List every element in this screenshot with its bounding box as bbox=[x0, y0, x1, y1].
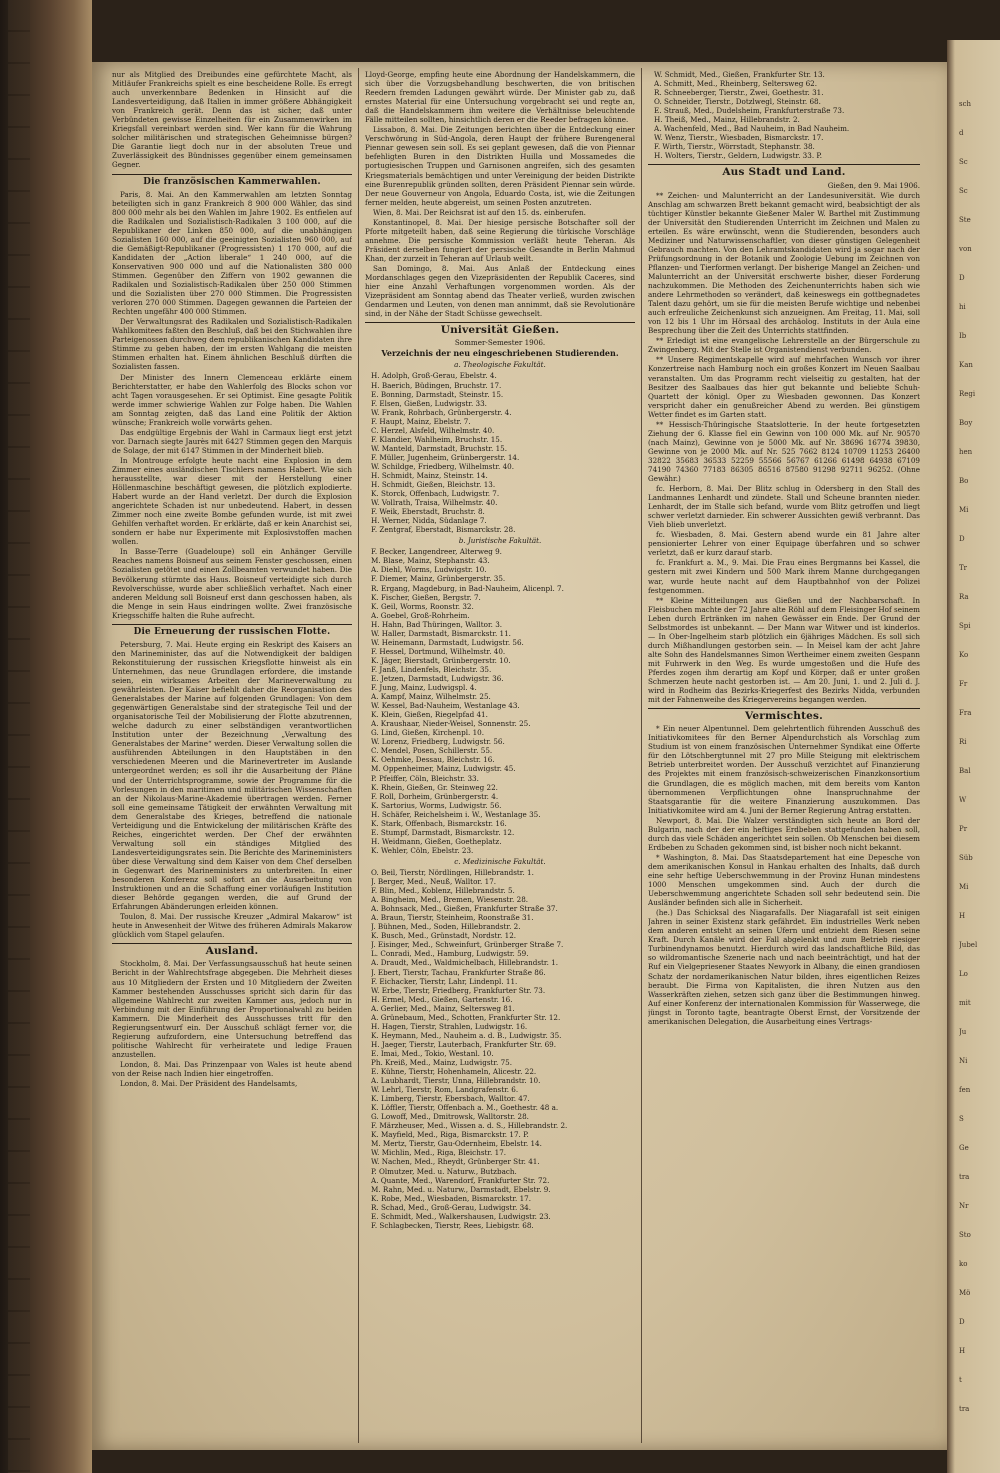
adjacent-page-fragment: Lo bbox=[959, 970, 968, 978]
student-entry: E. Bonning, Darmstadt, Steinstr. 15. bbox=[371, 389, 504, 399]
adjacent-page-fragment: Ra bbox=[959, 593, 969, 601]
article-text: fc. Herborn, 8. Mai. Der Blitz schlug in Odersberg in den Stall des Landmannes Lenhardt und zündete. Stall und Scheune brannten nieder. Lenhardt, der im Stalle sich befand, wurde vom Blitz getroffen und liegt schwer verletzt darnieder. Ein schwerer Aussichten gewiß verbrannt. Das Vieh blieb unverletzt. bbox=[648, 484, 920, 530]
student-entry: W. Lehrl, Tierstr, Rom, Landgrafenstr. 6. bbox=[371, 1085, 519, 1095]
article-text: London, 8. Mai. Der Präsident des Handelsamts, bbox=[120, 1079, 298, 1089]
article-text: Konstantinopel, 8. Mai. Der hiesige persische Botschafter soll der Pforte mitgeteilt haben, daß seine Regierung die türkische Vorschläge annehme. Die persische Kommission verläßt heute Teheran. Als Präsident derselben fungiert der persische Gesandte in Berlin Mahmud Khan, der zurzeit in Teheran auf Urlaub weilt. bbox=[365, 217, 635, 263]
student-entry: K. Wehler, Cöln, Ebelstr. 23. bbox=[371, 845, 474, 855]
article-text: * Washington, 8. Mai. Das Staatsdepartement hat eine Depesche von dem amerikanischen Konsul in Hankau erhalten des Inhalts, daß durch eine sehr heftige Ueberschwemmung in der Provinz Hunan mindestens 1000 Menschen umgekommen sind. Auch der durch die Ueberschwemmung angerichtete Schaden soll sehr bedeutend sein. Die Ausländer befinden sich alle in Sicherheit. bbox=[648, 852, 920, 908]
student-entry: W. Schildge, Friedberg, Wilhelmstr. 40. bbox=[371, 461, 515, 471]
student-entry: M. Oppenheimer, Mainz, Ludwigstr. 45. bbox=[371, 764, 516, 774]
article-text: Paris, 8. Mai. An den Kammerwahlen am letzten Sonntag beteiligten sich in ganz Frankreich 8 900 000 Wähler, das sind 800 000 mehr als bei den Wahlen im Jahre 1902. Es entfielen auf die Radikalen und Sozialistisch-Radikalen 3 100 000, auf die Republikaner der Linken 850 000, auf die unabhängigen Sozialisten 160 000, auf die geeinigten Sozialisten 960 000, auf die Gemäßigt-Republikaner (Progressisten) 1 170 000, auf die Kandidaten der „Action liberale“ 1 240 000, auf die Konservativen 900 000 und auf die Nationalisten 380 000 Stimmen. Gegenüber den Ziffern von 1902 gewannen die Radikalen und Sozialistisch-Radikalen über 250 000 Stimmen und die Sozialisten über 270 000 Stimmen. Die Progressisten verloren 270 000 Stimmen. Dagegen gewannen die Parteien der Rechten ungefähr 400 000 Stimmen. bbox=[112, 189, 352, 317]
student-entry: A. Braun, Tierstr, Steinheim, Roonstraße 31. bbox=[371, 913, 534, 923]
student-entry: W. Schmidt, Med., Gießen, Frankfurter Str. 13. bbox=[654, 70, 825, 79]
adjacent-page-fragment: t bbox=[959, 1376, 962, 1384]
adjacent-page-fragment: H bbox=[959, 1347, 966, 1355]
student-entry: K. Klein, Gießen, Riegelpfad 41. bbox=[371, 710, 488, 720]
student-entry: J. Berger, Med., Neuß, Walltor. 17. bbox=[371, 877, 497, 887]
article-text: In Basse-Terre (Guadeloupe) soll ein Anhänger Gerville Reaches namens Boisneuf aus seinem Fenster geschossen, einen Sozialisten getötet und einen Zollbeamten verwundet haben. Die Bevölkerung stürmte das Haus. Boisneuf verteidigte sich durch Revolverschüsse, wurde aber schließlich verhaftet. Nach einer anderen Meldung soll Boisneuf erst dann geschossen haben, als die Menge in sein Haus eindringen wollte. Zwei französische Kriegsschiffe halten die Ruhe aufrecht. bbox=[112, 547, 352, 620]
article-text: ** Kleine Mitteilungen aus Gießen und der Nachbarschaft. In Fleisbuchen machte der 72 Jahre alte Röhl auf dem Fleisinger Hof seinem Leben durch Ertränken im nahen Gewässer ein Ende. Der Grund der Selbstmordes ist unbekannt. — Der Mann war Witwer und ist kinderlos. — In Ober-Ingelheim starb plötzlich ein 6jähriges Mädchen. Es soll sich durch Mißhandlungen gestorben sein. — In Meisel kam der acht Jahre alte Sohn des Handelsmannes Simon Wertheimer einem zweiten Gespann mit Fuhrwerk in den Weg. Es wurde umgestoßen und die Hufe des Pferdes zogen ihm derartig am Kopf und Körper, daß er unter großen Schmerzen heute nacht gestorben ist. — Am 20. Juni, 1. und 2. Juli d. J. wird in Rodheim das Bezirks-Kriegerfest des Bezirks Nidda, verbunden mit der Fahnenweihe des Kriegervereins begangen werden. bbox=[648, 595, 920, 705]
adjacent-page-fragment: Regi bbox=[959, 390, 976, 398]
student-entry: A. Diehl, Worms, Ludwigstr. 10. bbox=[371, 565, 487, 575]
student-entry: H. Baerich, Büdingen, Bruchstr. 17. bbox=[371, 380, 502, 390]
student-entry: K. Robe, Med., Wiesbaden, Bismarckstr. 17. bbox=[371, 1193, 532, 1203]
adjacent-page-fragment: Mi bbox=[959, 883, 969, 891]
adjacent-page-fragment: D bbox=[959, 1318, 965, 1326]
student-entry: E. Imai, Med., Tokio, Westanl. 10. bbox=[371, 1048, 494, 1058]
article-text: * Ein neuer Alpentunnel. Dem gelehrtentlich führenden Ausschuß des Initiativkomitees für den Berner Alpendurchstich als Vorschlag zum Studium ist von einem französischen Unternehmer Syndikat eine Offerte für den Lötschbergtunnel mit 27 pro Mille Steigung mit elektrischem Betrieb unterbreitet worden. Der Ausschuß verzichtet auf Finanzierung des Projektes mit einem französisch-schweizerischen Finanzkonsortium die Grundlagen, die es möglich machen, mit dem bereits vom Kanton übernommenen Verpflichtungen ohne Inanspruchnahme der Staatsgarantie für die weitere Finanzierung auszukommen. Das Initiativkomitee wird am 4. Juni der Berner Regierung Antrag erstatten. bbox=[648, 724, 920, 815]
student-entry: W. Manteld, Darmstadt, Bruchstr. 15. bbox=[371, 443, 508, 453]
student-entry: A. Kraushaar, Nieder-Weisel, Sonnenstr. 25. bbox=[371, 719, 531, 729]
student-entry: F. Hessel, Dortmund, Wilhelmstr. 40. bbox=[371, 646, 506, 656]
student-entry: O. Beil, Tierstr, Nördlingen, Hillebrandstr. 1. bbox=[371, 867, 534, 877]
student-entry: F. Müller, Jugenheim, Grünbergerstr. 14. bbox=[371, 452, 520, 462]
student-entry: M. Rahn, Med. u. Naturw., Darmstadt, Ebelstr. 9. bbox=[371, 1184, 551, 1194]
adjacent-page-fragment: mit bbox=[959, 999, 971, 1007]
adjacent-page-fragment: Sc bbox=[959, 158, 968, 166]
student-list-continued bbox=[648, 70, 920, 160]
student-entry: F. Zentgraf, Eberstadt, Bismarckstr. 28. bbox=[371, 525, 516, 535]
student-entry: M. Blase, Mainz, Stephanstr. 43. bbox=[371, 556, 490, 566]
student-entry: H. Ermel, Med., Gießen, Gartenstr. 16. bbox=[371, 994, 513, 1004]
article-text: Petersburg, 7. Mai. Heute erging ein Reskript des Kaisers an den Marineminister, das auf die Notwendigkeit der baldigen Rekonstituierung der russischen Kriegsflotte hinweist als ein Unternehmen, das neue Grundlagen erfordere, die imstande seien, ein wirksames Arbeiten der Marineverwaltung zu gewährleisten. Der Kaiser befiehlt daher die Reorganisation des Generalstabes der Marine auf folgenden Grundlagen: Von dem gegenwärtigen Generalstabe sind der strategische Teil und der organisatorische Teil der Mobilisierung der Flotte abzutrennen, welche dadurch zu einer selbständigen verantwortlichen Institution unter der Bezeichnung „Verwaltung des Generalstabes der Marine“ werden. Dieser Verwaltung sollen die ausführenden Abteilungen in den Hauptstäben in den verschiedenen Meeren und die Marinevertreter im Auslande untergeordnet werden; es soll ihr die Ausarbeitung der Pläne und der Unterrichtsprogramme, sowie der Programme für die Vorlesungen in den maritimen und militärischen Wissenschaften an der Nikolaus-Marine-Akademie übertragen werden. Ferner soll eine gemeinsame Tätigkeit der erwähnten Verwaltung mit dem Generalstabe des Krieges, betreffend die nationale Verteidigung und die Entwickelung der militärischen Kräfte des Reiches, eingerichtet werden. Der Chef der erwähnten Verwaltung soll ein ständiges Mitglied des Landesverteidigungsrates sein. Die Berichte des Marineministers über diese Verwaltung sind dem Kaiser von dem Chef derselben in Gegenwart des Marineministers zu unterbreiten. In einer besonderen Konferenz soll sofort an die Ausarbeitung von Instruktionen und an die Schaffung einer vorläufigen Institution dieser Behörde gegangen werden, die auf Grund der Erfahrungen Abänderungen erleiden können. bbox=[112, 639, 352, 912]
adjacent-page-fragment: tra bbox=[959, 1405, 970, 1413]
adjacent-page-fragment: D bbox=[959, 274, 965, 282]
student-entry: A. Laubhardt, Tierstr, Unna, Hillebrandstr. 10. bbox=[371, 1076, 541, 1086]
section-heading-ausland: Ausland. bbox=[112, 943, 352, 956]
adjacent-page-fragment: Bal bbox=[959, 767, 971, 775]
student-entry: F. Diemer, Mainz, Grünbergerstr. 35. bbox=[371, 574, 506, 584]
article-text: nur als Mitglied des Dreibundes eine gefürchtete Macht, als Mitläufer Frankreichs spielt es eine bescheidene Rolle. Es erregt auch unverkennbare Bedenken in Hinsicht auf die Landesverteidigung, daß Italien in immer größere Abhängigkeit von Frankreich gerät. Denn das ist sicher, daß unter Verbündeten gewisse Einzelheiten für ein Zusammenwirken im Kriegsfall vereinbart werden sind. Wer kann für die Wahrung solcher militärischen und strategischen Geheimnisse bürgen? Die Garantie liegt doch nur in der absoluten Treue und Zuverlässigkeit des Bündnisses gegenüber einem gemeinsamen Gegner. bbox=[112, 70, 352, 170]
article-text: fc. Frankfurt a. M., 9. Mai. Die Frau eines Bergmanns bei Kassel, die gestern mit zwei Kindern und 500 Mark ihrem Manne durchgegangen war, wurde heute nacht auf dem Hauptbahnhof von der Polizei festgenommen. bbox=[648, 558, 920, 595]
student-entry: H. Jaeger, Tierstr, Lauterbach, Frankfurter Str. 69. bbox=[371, 1039, 557, 1049]
adjacent-page-fragment: d bbox=[959, 129, 964, 137]
student-entry: K. Stark, Offenbach, Bismarckstr. 16. bbox=[371, 818, 507, 828]
article-text: fc. Wiesbaden, 8. Mai. Gestern abend wurde ein 81 Jahre alter pensionierter Lehrer von einer Equipage überfahren und so schwer verletzt, daß er kurz darauf starb. bbox=[648, 530, 920, 558]
faculty-heading: a. Theologische Fakultät. bbox=[454, 360, 546, 370]
student-entry: K. Rhein, Gießen, Gr. Steinweg 22. bbox=[371, 782, 498, 792]
student-entry: R. Schneeberger, Tierstr., Zwei, Goethestr. 31. bbox=[654, 88, 824, 98]
article-text: ** Unsere Regimentskapelle wird auf mehrfachen Wunsch vor ihrer Konzertreise nach Hamburg noch ein großes Konzert im Neuen Saalbau veranstalten. Um das Programm recht vielseitig zu gestalten, hat der Besitzer des Saalbaues das hier gut bekannte und beliebte Schuh-Quartett der königl. Oper zu Wiesbaden gewonnen. Das Konzert verspricht daher ein genußreicher Abend zu werden. Bei günstigem Wetter findet es im Garten statt. bbox=[648, 355, 920, 419]
student-entry: J. Bühnen, Med., Soden, Hillebrandstr. 2. bbox=[371, 922, 521, 932]
adjacent-page-fragment: Nr bbox=[959, 1202, 969, 1210]
adjacent-page-fragment: Mö bbox=[959, 1289, 971, 1297]
adjacent-page-fragment: Sc bbox=[959, 187, 968, 195]
student-entry: H. Hagen, Tierstr, Strahlen, Ludwigstr. 16. bbox=[371, 1021, 528, 1031]
student-entry: K. Löffler, Tierstr, Offenbach a. M., Goethestr. 48 a. bbox=[371, 1103, 559, 1113]
article-text: In Montrouge erfolgte heute nacht eine Explosion in dem Zimmer eines ausländischen Tischlers namens Habert. Wie sich herausstellte, war dieser mit der Herstellung einer Höllenmaschine beschäftigt gewesen, die plötzlich explodierte. Habert wurde an der Hand verletzt. Der durch die Explosion angerichtete Schaden ist nur unbedeutend. Habert, in dessen Zimmer noch eine zweite Bombe gefunden wurde, ist mit zwei Gehilfen verhaftet worden. Er erklärte, daß er kein Anarchist sei, sondern er habe nur Experimente mit Explosivstoffen machen wollen. bbox=[112, 455, 352, 547]
faculty-heading: b. Juristische Fakultät. bbox=[458, 536, 542, 546]
student-entry: P. Olmutzer, Med. u. Naturw., Butzbach. bbox=[371, 1166, 517, 1176]
student-entry: Ph. Kreiß, Med., Mainz, Ludwigstr. 75. bbox=[371, 1057, 513, 1067]
student-entry: H. Schäfer, Reichelsheim i. W., Westanlage 35. bbox=[371, 809, 541, 819]
student-entry: G. Lind, Gießen, Kirchenpl. 10. bbox=[371, 728, 485, 738]
student-entry: W. Vollrath, Traisa, Wilhelmstr. 40. bbox=[371, 498, 498, 508]
student-entry: H. Weidmann, Gießen, Goetheplatz. bbox=[371, 836, 502, 846]
article-text: Der Minister des Innern Clemenceau erklärte einem Berichterstatter, er habe den Wahlerfolg des Blocks schon vor acht Tagen vorausgesehen. Er sei Optimist. Eine gesagte Politik werde immer schwierige Wahlen zur Folge haben. Die Wahlen am Sonntag zeigten, daß das Land eine Politik der Aktion wünsche; Frankreich wolle vorwärts gehen. bbox=[112, 372, 352, 427]
article-text: Das endgültige Ergebnis der Wahl in Carmaux liegt erst jetzt vor. Darnach siegte Jaurès mit 6427 Stimmen gegen den Marquis de Solage, der mit 6147 Stimmen in der Minderheit blieb. bbox=[112, 427, 352, 455]
article-text: Toulon, 8. Mai. Der russische Kreuzer „Admiral Makarow“ ist heute in Anwesenheit der Witwe des früheren Admirals Makarow glücklich vom Stapel gelaufen. bbox=[112, 912, 352, 940]
adjacent-page-fragment: Sto bbox=[959, 1231, 971, 1239]
article-text: Newport, 8. Mai. Die Walzer verständigten sich heute an Bord der Bulgarin, nach der der ein heftiges Erdbeben stattgefunden haben soll, durch das viele Schäden angerichtet sein sollen. Ob Menschen bei diesem Erdbeben zu Schaden gekommen sind, ist bisher noch nicht bekannt. bbox=[648, 815, 920, 852]
student-entry: F. Elsen, Gießen, Ludwigstr. 33. bbox=[371, 398, 487, 408]
article-text: Der Verwaltungsrat des Radikalen und Sozialistisch-Radikalen Wahlkomitees faßten den Beschluß, daß bei den Stichwahlen ihre Parteigenossen durchweg dem republikanischen Kandidaten ihre Stimme zu geben haben, der im ersten Wahlgang die meisten Stimmen erhalten hat. Einem ähnlichen Beschluß dürften die Sozialisten fassen. bbox=[112, 317, 352, 372]
student-entry: F. Weik, Eberstadt, Bruchstr. 8. bbox=[371, 507, 485, 517]
adjacent-page-fragment: Ge bbox=[959, 1144, 969, 1152]
adjacent-page-fragment: H bbox=[959, 912, 966, 920]
adjacent-page-fragment: D bbox=[959, 535, 965, 543]
article-text: ** Erledigt ist eine evangelische Lehrerstelle an der Bürgerschule zu Zwingenberg. Mit der Stelle ist Organistendienst verbunden. bbox=[648, 336, 920, 355]
student-entry: H. Hahn, Bad Thüringen, Walltor. 3. bbox=[371, 619, 503, 629]
student-entry: K. Storck, Offenbach, Ludwigstr. 7. bbox=[371, 489, 500, 499]
faculty-heading: c. Medizinische Fakultät. bbox=[454, 856, 546, 866]
adjacent-page-fragment: S bbox=[959, 1115, 964, 1123]
student-entry: W. Frank, Rohrbach, Grünbergerstr. 4. bbox=[371, 407, 512, 417]
adjacent-page-fragment: Kan bbox=[959, 361, 973, 369]
student-entry: W. Lorenz, Friedberg, Ludwigstr. 56. bbox=[371, 737, 505, 747]
student-entry: K. Jäger, Bierstadt, Grünbergerstr. 10. bbox=[371, 655, 511, 665]
article-text: London, 8. Mai. Das Prinzenpaar von Wales ist heute abend von der Reise nach Indien hier eingetroffen. bbox=[112, 1059, 352, 1078]
student-entry: K. Fischer, Gießen, Bergstr. 7. bbox=[371, 592, 481, 602]
student-entry: E. Schmidt, Med., Walkershausen, Ludwigstr. 23. bbox=[371, 1211, 551, 1221]
list-title: Verzeichnis der neu eingeschriebenen Studierenden. bbox=[381, 348, 619, 359]
adjacent-page-fragment: Fr bbox=[959, 680, 968, 688]
student-entry: F. Klandier, Wahlheim, Bruchstr. 15. bbox=[371, 434, 503, 444]
student-entry: A. Wachenfeld, Med., Bad Nauheim, in Bad Nauheim. bbox=[654, 124, 850, 134]
article-text: Lissabon, 8. Mai. Die Zeitungen berichten über die Entdeckung einer Verschwörung in Süd-Angola, deren Haupt der frühere Burengeneral Piennar gewesen sein soll. Es sei geplant gewesen, daß die von Piennar befehligten Buren in den Distrikten Huilla und Mossamedes die portugiesischen Truppen und Garnisonen angreifen, sich des gesamten Kriegsmaterials bemächtigen und unter Vereinigung der beiden Distrikte eine Burenrepublik gründen sollten, deren Präsident Piennar sein würde. Der neue Gouverneur von Angola, Eduardo Costa, ist, wie die Zeitungen ferner melden, heute abgereist, um seinen Posten anzutreten. bbox=[365, 125, 635, 207]
student-entry: P. Pfeiffer, Cöln, Bleichstr. 33. bbox=[371, 773, 479, 783]
student-entry: L. Conradi, Med., Hamburg, Ludwigstr. 59. bbox=[371, 949, 529, 959]
student-entry: F. Roll, Dorheim, Grünbergerstr. 4. bbox=[371, 791, 499, 801]
student-entry: R. Schad, Med., Groß-Gerau, Ludwigstr. 34. bbox=[371, 1202, 532, 1212]
student-entry: W. Heinemann, Darmstadt, Ludwigstr. 56. bbox=[371, 637, 524, 647]
student-entry: K. Oehmke, Dessau, Bleichstr. 16. bbox=[371, 755, 495, 765]
section-heading-universitaet: Universität Gießen. bbox=[365, 322, 635, 335]
student-entry: H. Wolters, Tierstr., Geldern, Ludwigstr. 33. P. bbox=[654, 151, 823, 161]
adjacent-page-fragment: Ib bbox=[959, 332, 967, 340]
adjacent-page-fragment: Bo bbox=[959, 477, 969, 485]
column-3 bbox=[648, 70, 920, 1443]
column-1 bbox=[112, 70, 352, 1443]
adjacent-page-fragment: Tr bbox=[959, 564, 968, 572]
student-list-theology bbox=[365, 371, 635, 534]
binding-strip bbox=[8, 0, 30, 1473]
article-text: San Domingo, 8. Mai. Aus Anlaß der Entdeckung eines Mordanschlages gegen den Vizepräsidenten der Republik Caceres, sind hier eine Anzahl Verhaftungen vorgenommen worden. Als der Vizepräsident am Sonntag abend das Theater verließ, wurden zwischen Gendarmen und Leuten, von denen man annimmt, daß sie Revolutionäre sind, in der Nähe der Stadt Schüsse gewechselt. bbox=[365, 263, 635, 319]
student-entry: W. Wenz, Tierstr., Wiesbaden, Bismarckstr. 17. bbox=[654, 133, 824, 143]
student-entry: A. Draudt, Med., Waldmichelbach, Hillebrandstr. 1. bbox=[371, 958, 558, 968]
adjacent-page-fragment: Pr bbox=[959, 825, 968, 833]
adjacent-page-fragment: Ni bbox=[959, 1057, 968, 1065]
student-entry: A. Bingheim, Med., Bremen, Wiesenstr. 28. bbox=[371, 895, 529, 905]
student-entry: W. Haller, Darmstadt, Bismarckstr. 11. bbox=[371, 628, 511, 638]
article-text: Lloyd-George, empfing heute eine Abordnung der Handelskammern, die sich über die Vorzugsbehandlung beschwerten, die von britischen Reedern fremden Ladungen gewährt würde. Der Minister gab zu, daß ernstes Material für eine Untersuchung vorgebracht sei und regte an, daß die Handelskammern ihm weitere die Verhältnisse beleuchtende Fälle mitteilen sollten, hinsichtlich deren er die Reeder befragen könne. bbox=[365, 70, 635, 125]
student-entry: K. Sartorius, Worms, Ludwigstr. 56. bbox=[371, 800, 502, 810]
student-entry: W. Nachen, Med., Rheydt, Grünberger Str. 41. bbox=[371, 1157, 540, 1167]
adjacent-page-fragment: Süb bbox=[959, 854, 973, 862]
adjacent-page-fragment: Ri bbox=[959, 738, 967, 746]
student-entry: F. Haupt, Mainz, Ebelstr. 7. bbox=[371, 416, 471, 426]
student-entry: E. Kühne, Tierstr, Hohenhameln, Alicestr. 22. bbox=[371, 1067, 537, 1077]
adjacent-page-fragment: Ko bbox=[959, 651, 969, 659]
adjacent-page-fragment: tra bbox=[959, 1173, 970, 1181]
adjacent-page-fragment: von bbox=[959, 245, 972, 253]
student-entry: M. Mertz, Tierstr, Gau-Odernheim, Ebelstr. 14. bbox=[371, 1139, 542, 1149]
student-entry: F. Schlagbecken, Tierstr, Rees, Liebigstr. 68. bbox=[371, 1220, 534, 1230]
student-entry: E. Strauß, Med., Dudelsheim, Frankfurterstraße 73. bbox=[654, 106, 845, 116]
adjacent-page-fragment: Mi bbox=[959, 506, 969, 514]
column-2 bbox=[365, 70, 635, 1443]
student-entry: A. Grünebaum, Med., Schotten, Frankfurter Str. 12. bbox=[371, 1012, 561, 1022]
column-rule bbox=[358, 68, 359, 1443]
student-entry: H. Werner, Nidda, Südanlage 7. bbox=[371, 516, 487, 526]
student-entry: F. Märzheuser, Med., Wissen a. d. S., Hillebrandstr. 2. bbox=[371, 1121, 568, 1131]
student-entry: H. Adolph, Groß-Gerau, Ebelstr. 4. bbox=[371, 371, 497, 381]
adjacent-page-edge bbox=[947, 40, 1000, 1473]
student-entry: W. Michlin, Med., Riga, Bleichstr. 17. bbox=[371, 1148, 507, 1158]
student-entry: A. Kampf, Mainz, Wilhelmstr. 25. bbox=[371, 692, 491, 702]
article-text: ** Zeichen- und Malunterricht an der Landesuniversität. Wie durch Anschlag am schwarzen Brett bekannt gemacht wird, beabsichtigt der als tüchtiger Künstler bekannte Gießener Maler W. Barthel mit Zustimmung der Universität den Studierenden Unterricht im Zeichnen und Malen zu erteilen. Es wäre erwünscht, wenn die Studierenden, besonders auch Mediziner und Naturwissenschaftler, von dieser günstigen Gelegenheit Gebrauch machten. Von den Lehramtskandidaten wird ja sogar nach der Prüfungsordnung in der Botanik und Zoologie Uebung im Zeichnen von Pflanzen- und Tierformen verlangt. Der bisherige Mangel an Zeichen- und Malunterricht an der Universität erschwerte bisher, dieser Forderung nachzukommen. Die Methoden des Zeichenunterrichts haben sich wie andere Lehrmethoden so verändert, daß keineswegs ein gottbegnadetes Talent dazu gehört, um sie für die meisten Berufe wichtige und nebenbei auch erfreuliche Zeichenkunst sich anzueignen. Am Freitag, 11. Mai, soll von 12 bis 1 Uhr im Hörsaal des archäolog. Instituts in der Aula eine Besprechung über die Zeit des Unterrichts stattfinden. bbox=[648, 190, 920, 336]
article-text: (he.) Das Schicksal des Niagarafalls. Der Niagarafall ist seit einigen Jahren in seiner Existenz stark gefährdet. Ein industrielles Werk neben dem anderen entsteht an seinen Ufern und entzieht dem Riesen seine Kraft. Durch Kanäle wird der Fall abgelenkt und zum Betrieb riesiger Turbinendynamos benutzt. Hierdurch wird das landschaftliche Bild, das so wildromantische Szenerie nach und nach beeinträchtigt, und hat der Ruf ein Vielgepriesener Staates Newyork in Albany, die einen grandiosen Schatz der nordamerikanischen Natur bilden, ihres eigentlichen Reizes beraubt. Die Firma von Kapitalisten, die ihren Nutzen aus den Wasserkräften ziehen, setzen sich ganz über die Bestimmungen hinweg. Auf einer Konferenz der internationalen Kommission für Wasserwege, die jüngst in Toronto tagte, beantragte Oberst Ernst, der Vorsitzende der amerikanischen Delegation, die Ausarbeitung eines Vertrags- bbox=[648, 908, 920, 1026]
section-heading-vermischtes: Vermischtes. bbox=[648, 708, 920, 721]
adjacent-page-fragment: Boy bbox=[959, 419, 973, 427]
student-entry: K. Busch, Med., Grünstadt, Nordstr. 12. bbox=[371, 931, 517, 941]
adjacent-page-fragment: hi bbox=[959, 303, 966, 311]
student-entry: J. Ebert, Tierstr, Tachau, Frankfurter Straße 86. bbox=[371, 967, 546, 977]
student-entry: A. Gerlier, Med., Mainz, Seltersweg 81. bbox=[371, 1003, 515, 1013]
student-entry: F. Eichacker, Tierstr, Lahr, Lindenpl. 11. bbox=[371, 976, 518, 986]
adjacent-page-fragment: Jubel bbox=[959, 941, 978, 949]
adjacent-page-fragment: fen bbox=[959, 1086, 971, 1094]
adjacent-page-fragment: Fra bbox=[959, 709, 972, 717]
semester-line: Sommer-Semester 1906. bbox=[454, 338, 546, 348]
student-entry: F. Janß, Lindenfels, Bleichstr. 35. bbox=[371, 664, 492, 674]
adjacent-page-fragment: Ju bbox=[959, 1028, 967, 1036]
student-entry: K. Limberg, Tierstr, Ebersbach, Walltor. 47. bbox=[371, 1094, 530, 1104]
student-entry: A. Quante, Med., Warendorf, Frankfurter Str. 72. bbox=[371, 1175, 550, 1185]
article-text: ** Hessisch-Thüringische Staatslotterie. In der heute fortgesetzten Ziehung der 6. Klasse fiel ein Gewinn von 100 000 Mk. auf Nr. 90570 (nach Mainz), Gewinne von je 5000 Mk. auf Nr. 38696 16774 39830, Gewinne von je 2000 Mk. auf Nr. 525 7662 8124 10709 11253 26400 32822 35683 36533 52259 55566 56767 61266 61498 64938 67109 74190 74360 77183 86305 86516 87580 91298 92711 96252. (Ohne Gewähr.) bbox=[648, 419, 920, 484]
student-entry: A. Schmitt, Med., Rheinberg, Seltersweg 62. bbox=[654, 79, 818, 89]
student-entry: E. Stumpf, Darmstadt, Bismarckstr. 12. bbox=[371, 827, 515, 837]
student-entry: F. Wirth, Tierstr., Wörrstadt, Stephanstr. 38. bbox=[654, 142, 815, 152]
student-entry: K. Heymann, Med., Nauheim a. d. B., Ludwigstr. 35. bbox=[371, 1030, 562, 1040]
section-heading-stadt-und-land: Aus Stadt und Land. bbox=[648, 164, 920, 177]
adjacent-page-fragment: W bbox=[959, 796, 967, 804]
adjacent-page-fragment: Ste bbox=[959, 216, 971, 224]
student-entry: J. Eisinger, Med., Schweinfurt, Grünberger Straße 7. bbox=[371, 940, 564, 950]
student-entry: A. Bohnsack, Med., Gießen, Frankfurter Straße 37. bbox=[371, 904, 558, 914]
student-entry: K. Geil, Worms, Roonstr. 32. bbox=[371, 601, 474, 611]
adjacent-page-fragment: sch bbox=[959, 100, 972, 108]
student-entry: W. Erbe, Tierstr, Friedberg, Frankfurter Str. 73. bbox=[371, 985, 546, 995]
student-entry: F. Jung, Mainz, Ludwigspl. 4. bbox=[371, 683, 477, 693]
student-entry: H. Theiß, Med., Mainz, Hillebrandstr. 2. bbox=[654, 115, 800, 125]
article-text: Stockholm, 8. Mai. Der Verfassungsausschuß hat heute seinen Bericht in der Wahlrechtsfrage abgegeben. Die Mehrheit dieses aus 10 Mitgliedern der Ersten und 10 Mitgliedern der Zweiten Kammer bestehenden Ausschusses spricht sich darin für das allgemeine Wahlrecht zur zweiten Kammer aus, jedoch nur in Verbindung mit der Einführung der Proportionalwahl zu beiden Kammern. Die Minderheit des Ausschusses tritt für den Regierungsentwurf ein. Der Ausschuß schlägt ferner vor, die Regierung aufzufordern, eine Untersuchung betreffend das politische Wahlrecht für verheiratete und ledige Frauen anzustellen. bbox=[112, 959, 352, 1059]
student-list-medicine bbox=[365, 868, 635, 1230]
adjacent-page-fragment: hen bbox=[959, 448, 973, 456]
dateline: Gießen, den 9. Mai 1906. bbox=[827, 180, 920, 190]
student-entry: A. Goebel, Groß-Rohrheim. bbox=[371, 610, 470, 620]
article-text: Wien, 8. Mai. Der Reichsrat ist auf den 15. ds. einberufen. bbox=[373, 207, 586, 217]
student-entry: F. Blin, Med., Koblenz, Hillebrandstr. 5. bbox=[371, 886, 515, 896]
headline-russische-flotte: Die Erneuerung der russischen Flotte. bbox=[112, 624, 352, 637]
student-entry: C. Mendel, Posen, Schillerstr. 55. bbox=[371, 746, 493, 756]
student-entry: O. Schneider, Tierstr., Dotzlwegl, Steinstr. 68. bbox=[654, 97, 821, 107]
student-entry: H. Schmidt, Gießen, Bleichstr. 13. bbox=[371, 480, 496, 490]
student-entry: C. Herzel, Alsfeld, Wilhelmstr. 40. bbox=[371, 425, 495, 435]
adjacent-page-fragment: ko bbox=[959, 1260, 968, 1268]
headline-kammerwahlen: Die französischen Kammerwahlen. bbox=[112, 174, 352, 187]
column-rule bbox=[641, 68, 642, 1443]
student-entry: W. Kessel, Bad-Nauheim, Westanlage 43. bbox=[371, 701, 520, 711]
student-entry: E. Jetzen, Darmstadt, Ludwigstr. 36. bbox=[371, 674, 504, 683]
student-entry: K. Mayfield, Med., Riga, Bismarckstr. 17. P. bbox=[371, 1130, 529, 1140]
student-entry: H. Schmidt, Mainz, Steinstr. 14. bbox=[371, 470, 488, 480]
student-entry: R. Ergang, Magdeburg, in Bad-Nauheim, Alicenpl. 7. bbox=[371, 583, 564, 593]
adjacent-page-fragment: Spi bbox=[959, 622, 971, 630]
student-entry: F. Becker, Langendreer, Alterweg 9. bbox=[371, 547, 502, 557]
student-list-law bbox=[365, 547, 635, 855]
book-binding bbox=[0, 0, 92, 1473]
student-entry: G. Lowoff, Med., Dmitrowsk, Walltorstr. 28. bbox=[371, 1112, 529, 1122]
